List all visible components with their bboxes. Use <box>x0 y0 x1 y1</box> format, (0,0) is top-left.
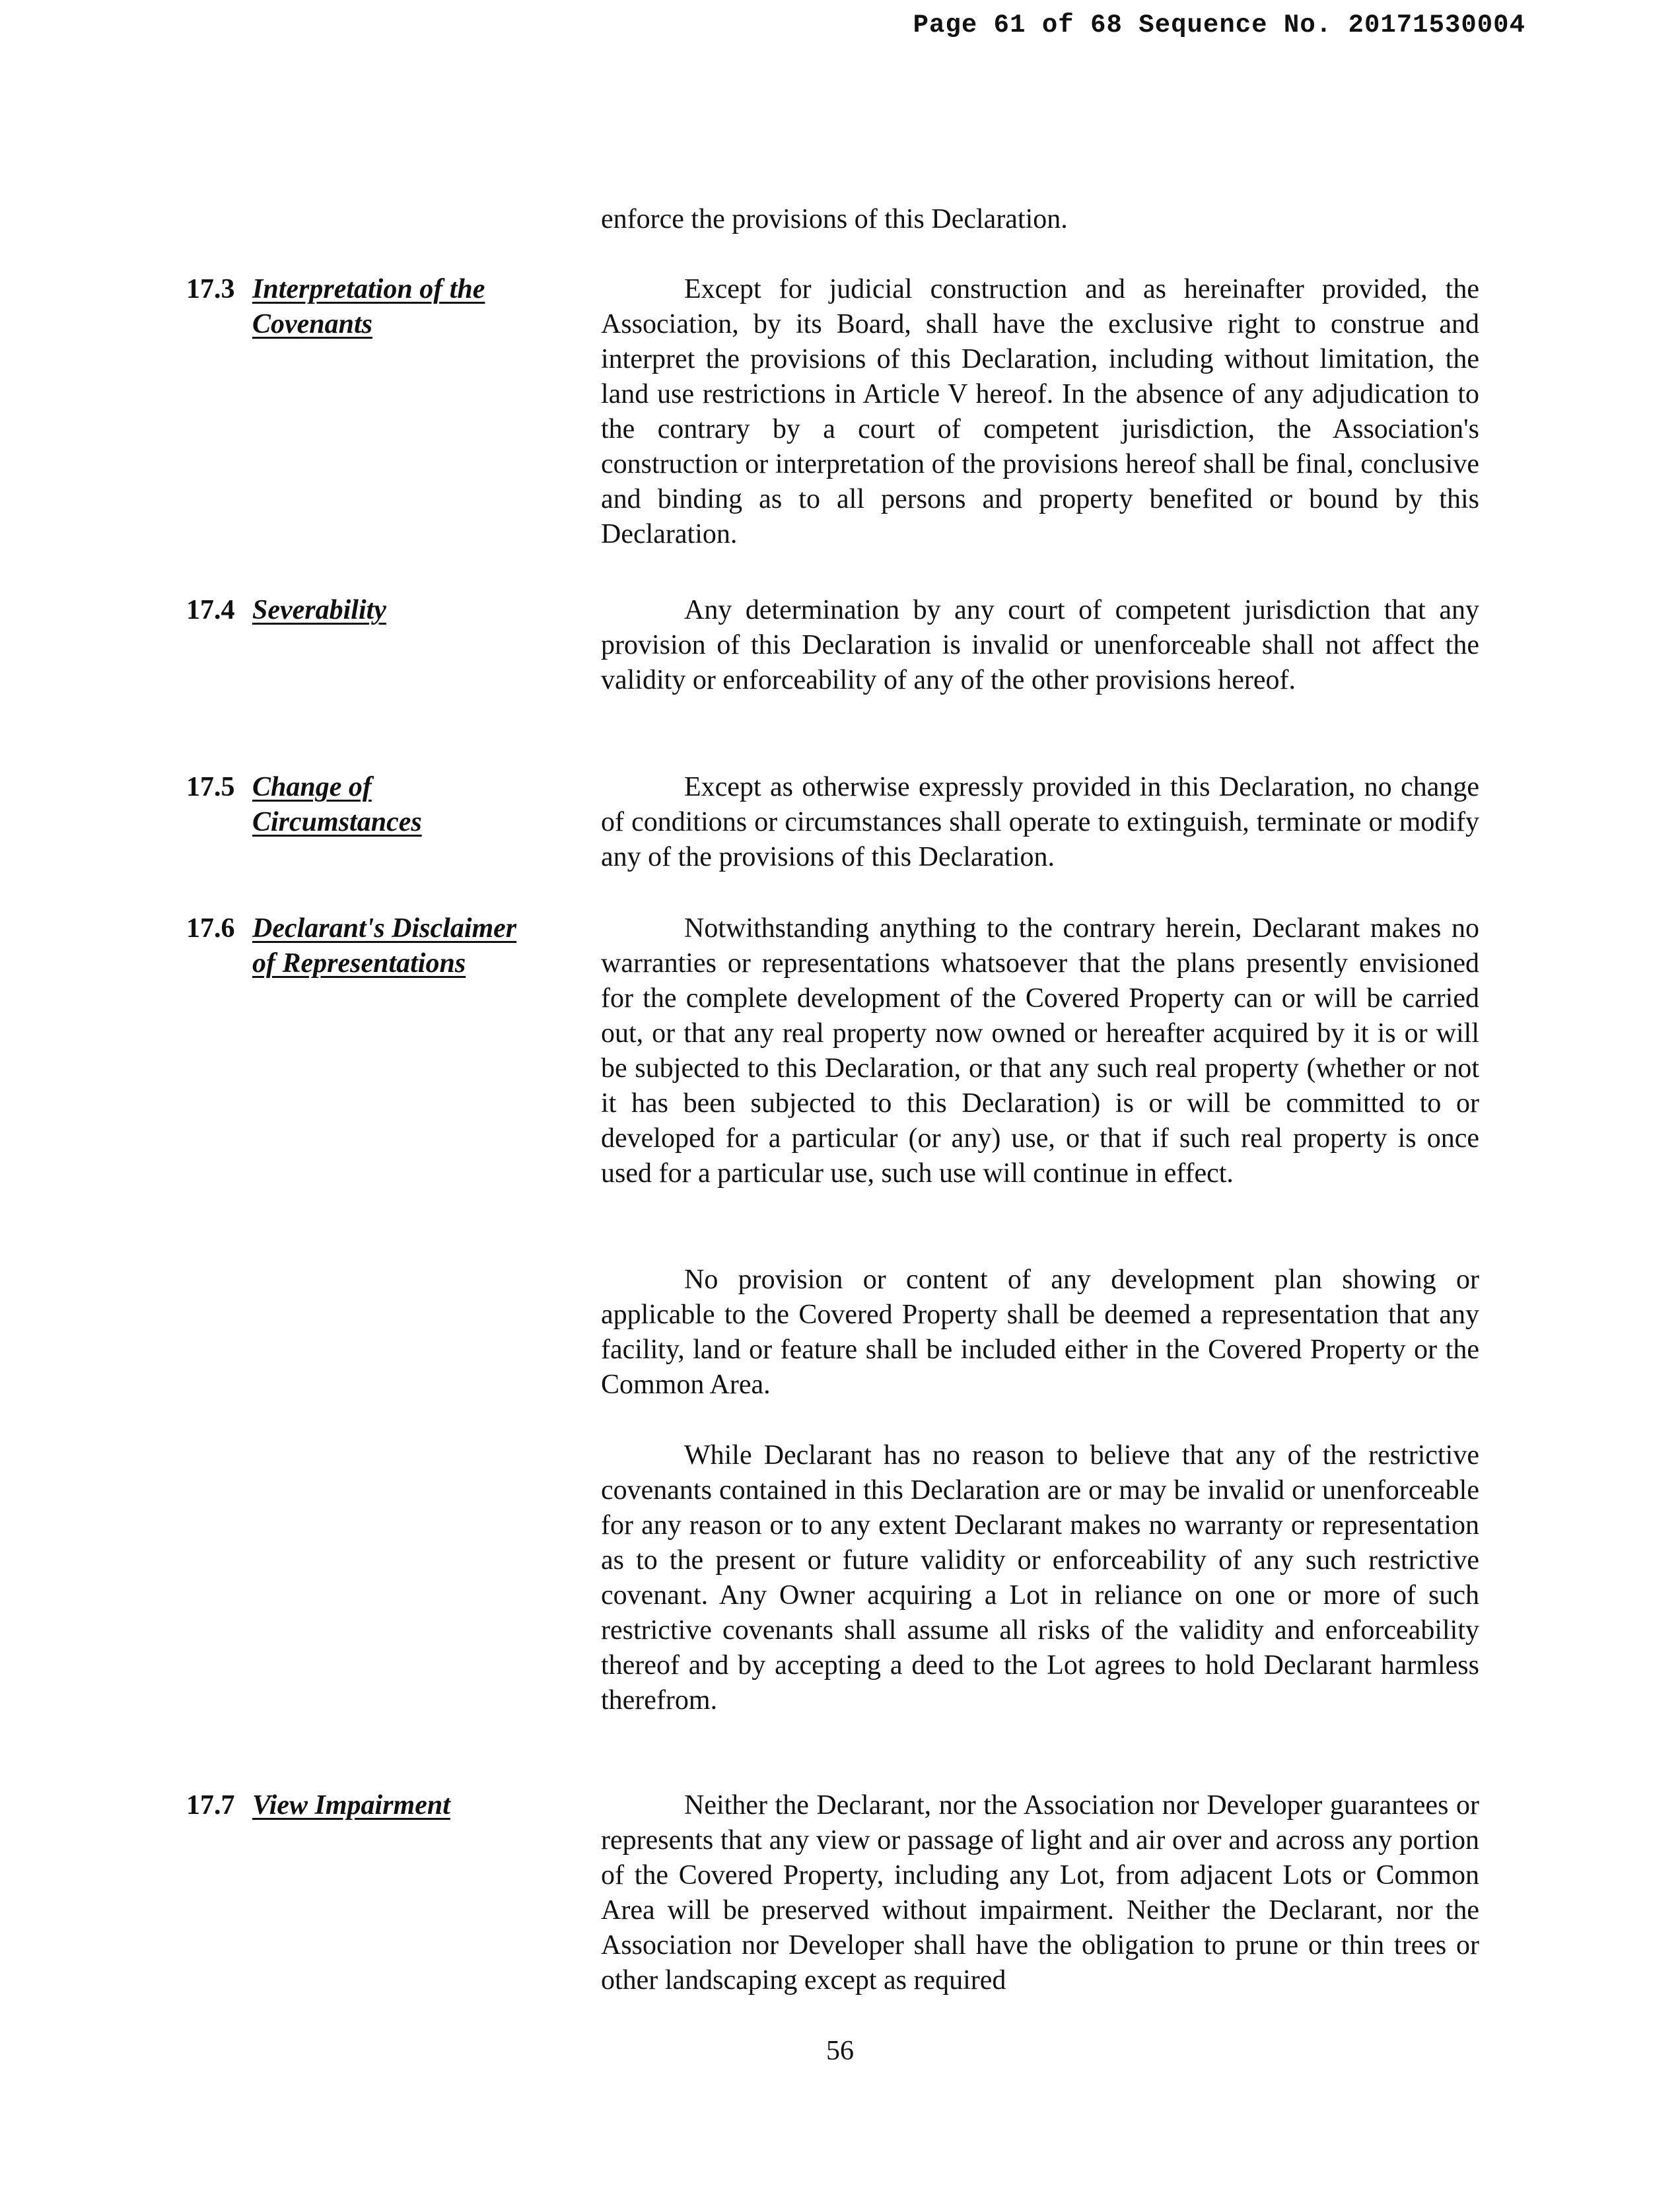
section-title: Interpretation of the <box>252 274 485 304</box>
section-number: 17.3 <box>186 274 235 304</box>
section-title: Declarant's Disclaimer <box>252 913 517 944</box>
section-title-continued: of Representations <box>252 948 466 979</box>
section-17-6-paragraph-2: No provision or content of any development plan showing or applicable to the Covered Property shall be deemed a representation that any facility, land or feature shall be included either in the Covered Property or the Common Area. <box>601 1265 1479 1400</box>
section-heading-17-4 <box>186 593 556 628</box>
section-heading-17-3 <box>186 272 556 342</box>
section-17-4-paragraph: Any determination by any court of competent jurisdiction that any provision of this Declaration is invalid or unenforceable shall not affect the validity or enforceability of any of the other provisions hereof. <box>601 595 1479 695</box>
section-title: View Impairment <box>252 1790 450 1821</box>
section-17-6-paragraph-3: While Declarant has no reason to believe that any of the restrictive covenants contained in this Declaration are or may be invalid or unenforceable for any reason or to any extent Declarant makes no warranty or representation as to the present or future validity or enforceability of any such restrictive covenant. Any Owner acquiring a Lot in reliance on one or more of such restrictive covenants shall assume all risks of the validity and enforceability thereof and by accepting a deed to the Lot agrees to hold Declarant harmless therefrom. <box>601 1440 1479 1716</box>
section-heading-17-5 <box>186 770 556 840</box>
section-number: 17.5 <box>186 772 235 802</box>
section-title-continued: Covenants <box>252 309 373 339</box>
section-heading-17-7 <box>186 1788 556 1823</box>
section-heading-17-6 <box>186 911 556 981</box>
page-number: 56 <box>826 2036 854 2066</box>
section-number: 17.6 <box>186 913 235 944</box>
section-title: Change of <box>252 772 372 802</box>
continuation-text: enforce the provisions of this Declaration. <box>601 204 1068 234</box>
section-17-7-paragraph: Neither the Declarant, nor the Association nor Developer guarantees or represents that any view or passage of light and air over and across any portion of the Covered Property, including any Lot, from adjacent Lots or Common Area will be preserved without impairment. Neither the Declarant, nor the Association nor Developer shall have the obligation to prune or thin trees or other landscaping except as required <box>601 1790 1479 1996</box>
section-number: 17.7 <box>186 1790 235 1821</box>
page-header: Page 61 of 68 Sequence No. 20171530004 <box>913 11 1525 40</box>
section-title-continued: Circumstances <box>252 807 422 837</box>
section-17-3-paragraph: Except for judicial construction and as hereinafter provided, the Association, by its Board, shall have the exclusive right to construe and interpret the provisions of this Declaration, including without limitation, the land use restrictions in Article V hereof. In the absence of any adjudication to the contrary by a court of competent jurisdiction, the Association's construction or interpretation of the provisions hereof shall be final, conclusive and binding as to all persons and property benefited or bound by this Declaration. <box>601 274 1479 549</box>
section-title: Severability <box>252 595 386 625</box>
section-number: 17.4 <box>186 595 235 625</box>
section-17-6-paragraph-1: Notwithstanding anything to the contrary herein, Declarant makes no warranties or representations whatsoever that the plans presently envisioned for the complete development of the Covered Property can or will be carried out, or that any real property now owned or hereafter acquired by it is or will be subjected to this Declaration, or that any such real property (whether or not it has been subjected to this Declaration) is or will be committed to or developed for a particular (or any) use, or that if such real property is once used for a particular use, such use will continue in effect. <box>601 913 1479 1189</box>
section-17-5-paragraph: Except as otherwise expressly provided in this Declaration, no change of conditions or circumstances shall operate to extinguish, terminate or modify any of the provisions of this Declaration. <box>601 772 1479 872</box>
